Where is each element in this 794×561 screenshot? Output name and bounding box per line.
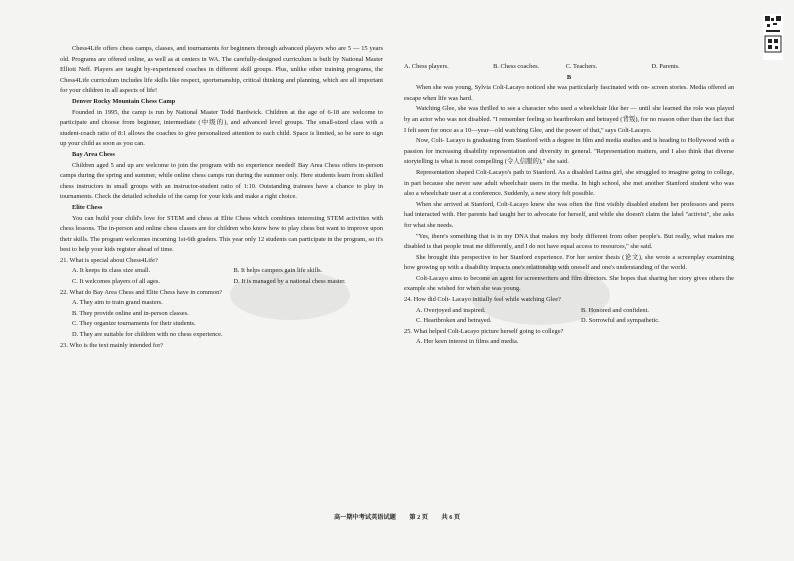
qr-code	[763, 14, 783, 60]
question-22: 22. What do Bay Area Chess and Elite Chess have in common?	[60, 288, 223, 296]
option: D. They are suitable for children with no chess experience.	[72, 331, 223, 339]
page-footer	[0, 512, 794, 521]
question-21: 21. What is special about Chess4Life?	[60, 256, 158, 264]
exam-title: 高一期中考试英语试题	[333, 514, 396, 521]
passage-paragraph: When she arrived at Stanford, Colt-Lacayo knew she was often the first visibly disabled student her professors and peers had interacted with. Her parents had taught her to advocate for herself, and while she doesn't claim the label "activist", she asks for what she needs.	[404, 200, 734, 229]
passage-paragraph: She brought this perspective to her Stanford experience. For her senior thesis (论文), she wrote a screenplay examining how growing up with a disability impacts one's relationship with oneself and one's understanding of the world.	[404, 253, 734, 272]
question-24-options	[404, 306, 734, 327]
bay-area-heading: Bay Area Chess	[72, 150, 115, 158]
left-column	[60, 44, 383, 351]
option: A. Her keen interest in films and media.	[416, 338, 519, 346]
page-number: 第 2 页	[409, 514, 428, 521]
section-heading: B	[566, 73, 572, 81]
passage-paragraph: Colt-Lacayo aims to become an agent for screenwriters and film directors. She hopes that sharing her story gives others the example she wished for when she was young.	[404, 274, 734, 293]
passage-paragraph: When she was young, Sylvia Colt-Lacayo noticed she was particularly fascinated with on- screen stories. Media offered an escape when life was hard.	[404, 84, 734, 102]
question-25: 25. What helped Colt-Lacayo picture herself going to college?	[404, 327, 564, 335]
option: B. It helps campers gain life skills.	[233, 267, 323, 275]
option: B. Chess coaches.	[493, 63, 540, 70]
option: A. Overjoyed and inspired.	[416, 306, 486, 314]
option: C. Heartbroken and betrayed.	[416, 317, 492, 325]
question-23: 23. Who is the text mainly intended for?	[60, 341, 164, 349]
elite-paragraph: You can build your child's love for STEM and chess at Elite Chess which combines interesting STEM activities with chess lessons. The in-person and online chess classes are for children who know how to play chess but want to improve upon their skills. The program welcomes incoming 1st-6th graders. This year only 12 students can participate in the program, so it's best to help your kids register ahead of time.	[60, 214, 383, 254]
passage-paragraph: Now, Colt- Lacayo is graduating from Stanford with a degree in film and media studies and is heading to Hollywood with a passion for increasing disability representation and diversity in general. "Representation matters, and I also think that diverse storytelling is what is most compelling (令人信服的)," she said.	[404, 137, 734, 166]
passage-paragraph: "Yes, there's something that is in my DNA that makes my body different from other people's. But really, what makes me disabled is that people treat me differently, and I do not have equal access to resources," she said.	[404, 232, 734, 251]
passage-paragraph: Representation shaped Colt-Lacayo's path to Stanford. As a disabled Latina girl, she struggled to imagine going to college, in part because she never saw adult wheelchair users in the media. In high school, she met another Stanford student who was also a wheelchair user at a conference. Suddenly, a new story felt possible.	[404, 168, 734, 198]
option: A. Chess players.	[404, 63, 449, 70]
question-24: 24. How did Colt- Lacayo initially feel while watching Glee?	[404, 296, 561, 304]
option: D. It is managed by a national chess master.	[233, 278, 346, 286]
right-column	[404, 62, 734, 348]
chess4life-paragraph: Chess4Life offers chess camps, classes, and tournaments for beginners through advanced players who are 5 — 15 years old. Programs are offered online, as well as at centers in WA. The carefully-designed curriculum is built by National Master Elliott Neff. Players are taught by-experienced coaches in different skill groups. Plus, unlike other training programs, the Chess4Life curriculum includes life skills like respect, sportsmanship, critical thinking and planning, which are all important for your children in all aspects of life!	[60, 45, 383, 95]
question-21-options	[60, 266, 383, 287]
option: A. It keeps its class size small.	[72, 267, 151, 275]
option: D. Sorrowful and sympathetic.	[581, 317, 660, 325]
option: C. It welcomes players of all ages.	[72, 278, 161, 286]
page-total: 共 6 页	[441, 514, 461, 521]
option: B. Honored and confident.	[581, 306, 649, 314]
question-23-options	[404, 62, 734, 73]
option: D. Parents.	[651, 63, 680, 70]
option: C. They organize tournaments for their students.	[72, 320, 196, 328]
option: A. They aim to train grand masters.	[72, 299, 163, 307]
elite-heading: Elite Chess	[72, 203, 103, 211]
denver-paragraph: Founded in 1995, the camp is run by National Master Todd Bardwick. Children at the age of 6-18 are welcome to participate and choose from beginner, intermediate (中级的), and advanced level groups. The small-sized class with a student-coach ratio of 8:1 allows the coaches to give personalized attention to each child. Space is limited, so be sure to sign up your child as soon as you can.	[60, 108, 383, 148]
option: B. They provide online and in-person classes.	[72, 309, 189, 317]
option: C. Teachers.	[565, 63, 598, 70]
bay-area-paragraph: Children aged 5 and up are welcome to join the program with no experience needed! Bay Area Chess offers in-person camps during the spring and summer, while online chess camps run during the summer only. Here students learn from skilled chess instructors in small groups with an instructor-student ratio of 1:10. Outstanding trainees have a chance to play in tournaments. Check the detailed schedule of the camp for your kids and make a right choice.	[60, 161, 383, 201]
denver-heading: Denver Rocky Mountain Chess Camp	[72, 97, 176, 105]
passage-paragraph: Watching Glee, she was thrilled to see a character who used a wheelchair like her — until she learned the role was played by an actor who was not disabled. "I remember feeling so heartbroken and betrayed (背叛), for no reason other than the fact that I felt seen for once as a 10—year—old watching Glee, and the power of that," says Colt-Lacayo.	[404, 105, 734, 134]
